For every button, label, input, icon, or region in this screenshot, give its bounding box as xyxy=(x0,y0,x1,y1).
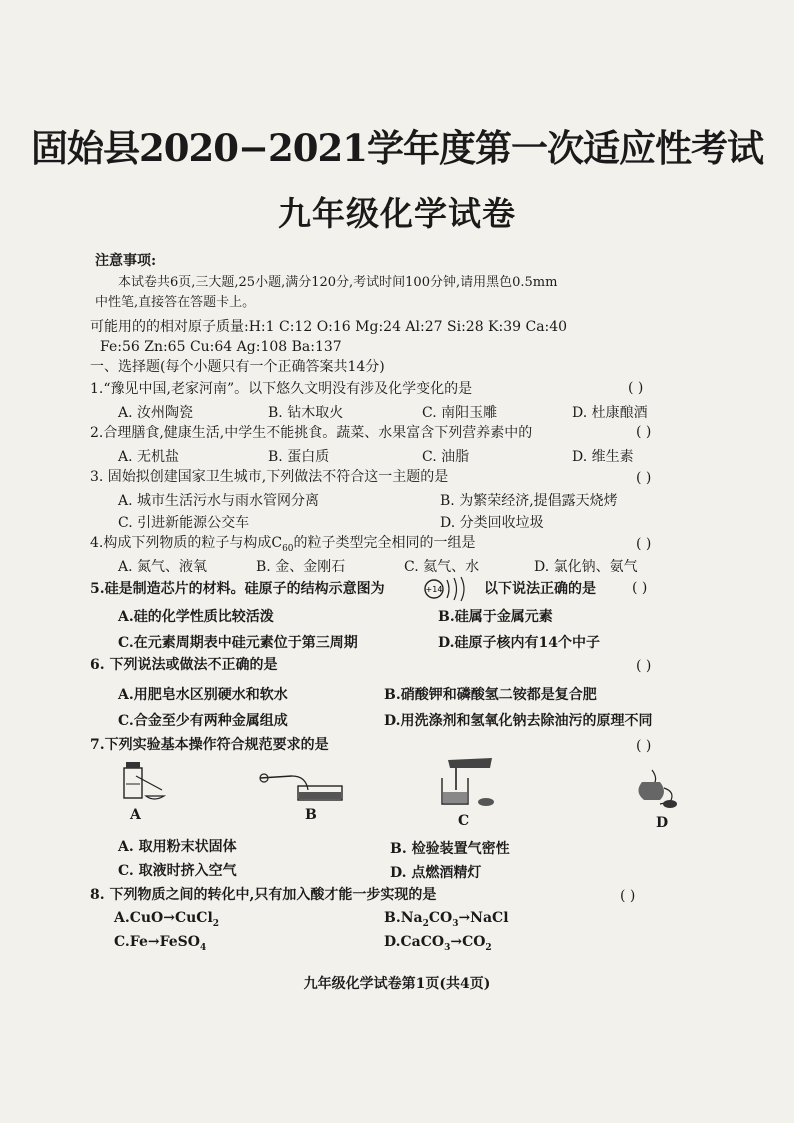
q2-option-c: C. 油脂 xyxy=(422,449,470,465)
silicon-atom-diagram xyxy=(422,574,472,604)
q7-option-c: C. 取液时挤入空气 xyxy=(118,863,237,879)
q6-option-c: C.合金至少有两种金属组成 xyxy=(118,713,288,729)
notice-line-2: 中性笔,直接答在答题卡上。 xyxy=(95,295,256,310)
figure-c-label: C xyxy=(458,813,470,829)
q5-answer-blank[interactable]: ( ) xyxy=(632,580,648,596)
q6-stem: 6. 下列说法或做法不正确的是 xyxy=(90,657,278,673)
q3-option-b: B. 为繁荣经济,提倡露天烧烤 xyxy=(440,493,618,509)
q6-option-a: A.用肥皂水区别硬水和软水 xyxy=(118,687,288,703)
q5-option-a: A.硅的化学性质比较活泼 xyxy=(118,609,274,625)
q1-option-a: A. 汝州陶瓷 xyxy=(118,405,194,421)
q5-stem-start: 5.硅是制造芯片的材料。硅原子的结构示意图为 xyxy=(90,581,385,597)
figure-b-label: B xyxy=(305,807,317,823)
exam-subtitle: 九年级化学试卷 xyxy=(278,194,516,233)
q7-option-b: B. 检验装置气密性 xyxy=(390,841,510,857)
q4-answer-blank[interactable]: ( ) xyxy=(636,536,652,552)
notice-heading: 注意事项: xyxy=(95,253,157,269)
figure-d-label: D xyxy=(656,815,669,831)
q6-option-b: B.硝酸钾和磷酸氢二铵都是复合肥 xyxy=(384,687,597,703)
q2-stem: 2.合理膳食,健康生活,中学生不能挑食。蔬菜、水果富含下列营养素中的 xyxy=(90,425,533,441)
q8-option-b: $B.Na_2CO_3\to NaCl$ xyxy=(384,910,509,929)
q2-answer-blank[interactable]: ( ) xyxy=(636,424,652,440)
q7-answer-blank[interactable]: ( ) xyxy=(636,738,652,754)
atomic-masses-line-2: Fe:56 Zn:65 Cu:64 Ag:108 Ba:137 xyxy=(100,339,342,355)
q1-stem: 1.“豫见中国,老家河南”。以下悠久文明没有涉及化学变化的是 xyxy=(90,381,473,397)
q3-answer-blank[interactable]: ( ) xyxy=(636,470,652,486)
q1-option-b: B. 钻木取火 xyxy=(268,405,344,421)
exam-title: 固始县2020−2021学年度第一次适应性考试 xyxy=(31,126,763,170)
q3-stem: 3. 固始拟创建国家卫生城市,下列做法不符合这一主题的是 xyxy=(90,469,449,485)
figure-a-powder-transfer xyxy=(116,758,170,802)
q6-option-d: D.用洗涤剂和氢氧化钠去除油污的原理不同 xyxy=(384,713,653,729)
q5-option-b: B.硅属于金属元素 xyxy=(438,609,553,625)
q4-stem: 4.构成下列物质的粒子与构成$C_{60}$的粒子类型完全相同的一组是 xyxy=(90,535,476,554)
q4-option-b: B. 金、金刚石 xyxy=(256,559,346,575)
figure-a-label: A xyxy=(130,807,141,823)
q1-option-d: D. 杜康酿酒 xyxy=(572,405,648,421)
nucleus-charge: +14 xyxy=(425,585,443,594)
figure-d-alcohol-lamp xyxy=(630,766,680,810)
q8-answer-blank[interactable]: ( ) xyxy=(620,888,636,904)
q5-option-d: D.硅原子核内有14个中子 xyxy=(438,635,600,651)
q4-option-c: C. 氦气、水 xyxy=(404,559,480,575)
q8-stem: 8. 下列物质之间的转化中,只有加入酸才能一步实现的是 xyxy=(90,887,437,903)
notice-line-1: 本试卷共6页,三大题,25小题,满分120分,考试时间100分钟,请用黑色0.5mm xyxy=(118,275,558,290)
q5-option-c: C.在元素周期表中硅元素位于第三周期 xyxy=(118,635,358,651)
atomic-masses-line-1: 可能用的的相对原子质量:H:1 C:12 O:16 Mg:24 Al:27 Si:28 K:39 Ca:40 xyxy=(90,319,568,335)
q2-option-b: B. 蛋白质 xyxy=(268,449,330,465)
q4-option-a: A. 氮气、液氧 xyxy=(118,559,208,575)
q7-stem: 7.下列实验基本操作符合规范要求的是 xyxy=(90,737,329,753)
q4-option-d: D. 氯化钠、氨气 xyxy=(534,559,638,575)
q8-option-c: C.Fe→FeSO$_4$ xyxy=(114,934,207,953)
q8-option-d: $D.CaCO_3\to CO_2$ xyxy=(384,934,492,953)
q8-option-a: A.CuO→CuCl$_2$ xyxy=(114,910,220,929)
q2-option-d: D. 维生素 xyxy=(572,449,634,465)
q7-option-d: D. 点燃酒精灯 xyxy=(390,865,482,881)
q5-stem-end: 以下说法正确的是 xyxy=(484,581,596,597)
page-footer: 九年级化学试卷第1页(共4页) xyxy=(303,976,491,992)
q2-option-a: A. 无机盐 xyxy=(118,449,180,465)
q3-option-c: C. 引进新能源公交车 xyxy=(118,515,250,531)
q1-answer-blank[interactable]: ( ) xyxy=(628,380,644,396)
q1-option-c: C. 南阳玉雕 xyxy=(422,405,498,421)
section-heading: 一、选择题(每个小题只有一个正确答案共14分) xyxy=(90,359,385,375)
figure-c-dropper xyxy=(434,756,498,810)
q3-option-a: A. 城市生活污水与雨水管网分离 xyxy=(118,493,320,509)
q6-answer-blank[interactable]: ( ) xyxy=(636,658,652,674)
figure-b-airtightness-check xyxy=(256,770,346,804)
q7-option-a: A. 取用粉末状固体 xyxy=(118,839,237,855)
q3-option-d: D. 分类回收垃圾 xyxy=(440,515,544,531)
